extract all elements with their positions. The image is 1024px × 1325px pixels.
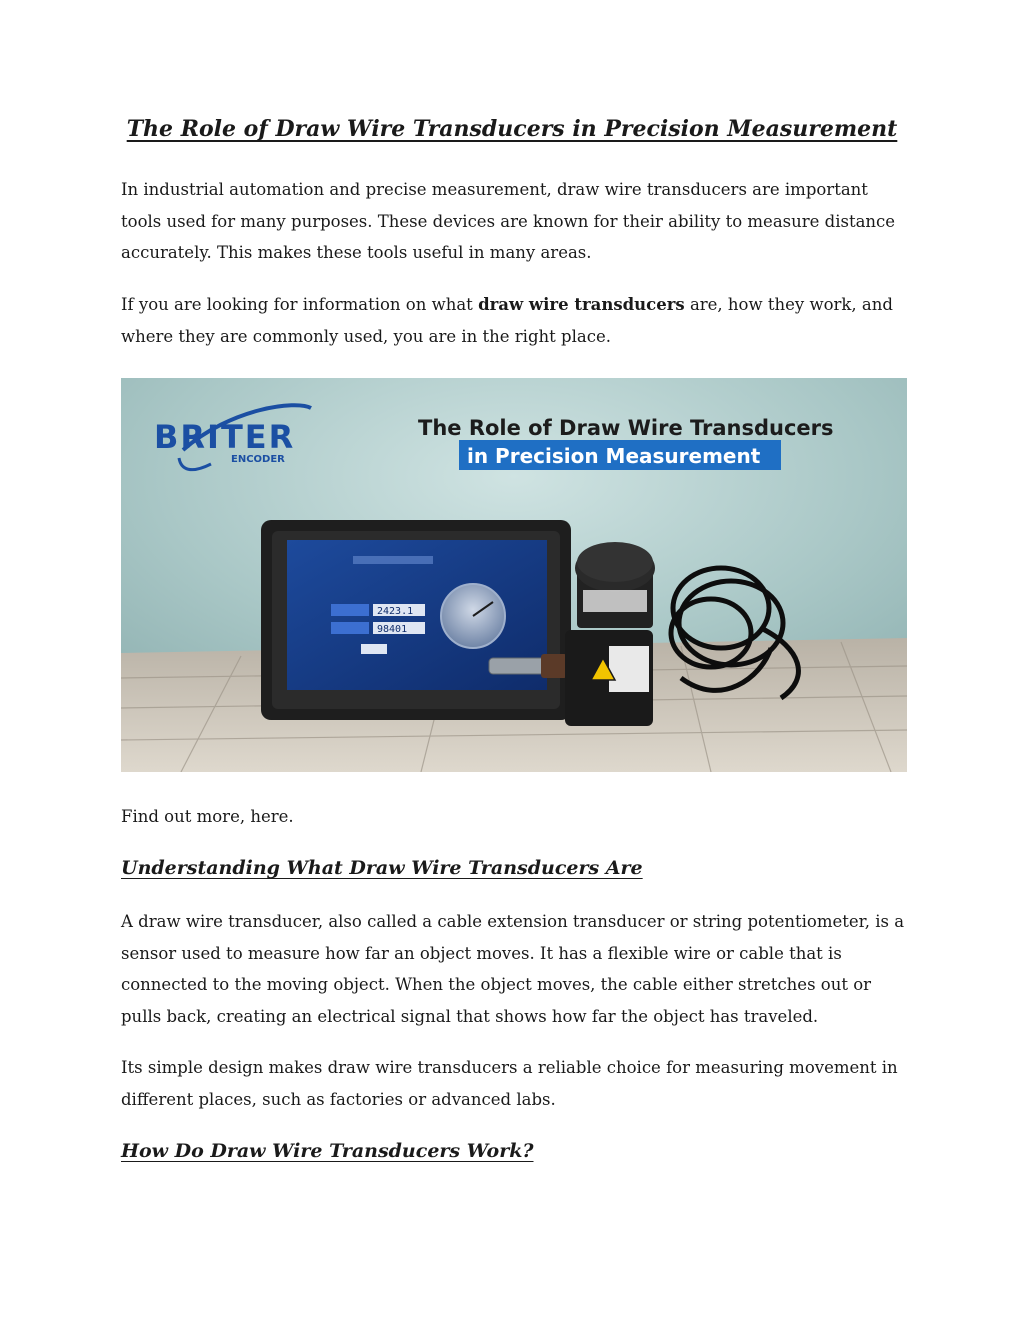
intro-p2-text-start: If you are looking for information on what bbox=[121, 295, 479, 314]
display-value-1: 2423.1 bbox=[377, 606, 414, 617]
logo-text: BRITER bbox=[154, 418, 296, 456]
section-heading-how-it-works: How Do Draw Wire Transducers Work? bbox=[121, 1140, 534, 1162]
section1-paragraph-1: A draw wire transducer, also called a cable extension transducer or string potentiometer, is a sensor used to measure how far an object moves. It has a flexible wire or cable that is connected to the moving object. When the object moves, the cable either stretches out or pulls back, creating an electrical signal that shows how far the object has traveled. bbox=[121, 912, 905, 1026]
find-more-text: Find out more, here. bbox=[121, 807, 294, 826]
intro-paragraph-2 bbox=[121, 289, 911, 352]
intro-paragraph-1: In industrial automation and precise measurement, draw wire transducers are important tools used for many purposes. These devices are known for their ability to measure distance accurately. This makes these tools useful in many areas. bbox=[121, 180, 896, 262]
banner-headline-2: in Precision Measurement bbox=[467, 444, 761, 468]
display-value-2: 98401 bbox=[377, 624, 408, 635]
section-heading-understanding: Understanding What Draw Wire Transducers Are bbox=[121, 857, 643, 879]
banner-headline-1: The Role of Draw Wire Transducers bbox=[418, 416, 834, 440]
intro-p2-text-end: are, how they work, and where they are commonly used, you are in the right place. bbox=[121, 295, 893, 346]
banner-image bbox=[121, 378, 907, 772]
intro-p2-bold: draw wire transducers bbox=[478, 295, 685, 314]
display-device bbox=[261, 520, 571, 720]
section1-paragraph-2: Its simple design makes draw wire transducers a reliable choice for measuring movement in different places, such as factories or advanced labs. bbox=[121, 1058, 898, 1109]
logo-subtext: ENCODER bbox=[231, 454, 285, 465]
page-title: The Role of Draw Wire Transducers in Precision Measurement bbox=[126, 116, 898, 142]
